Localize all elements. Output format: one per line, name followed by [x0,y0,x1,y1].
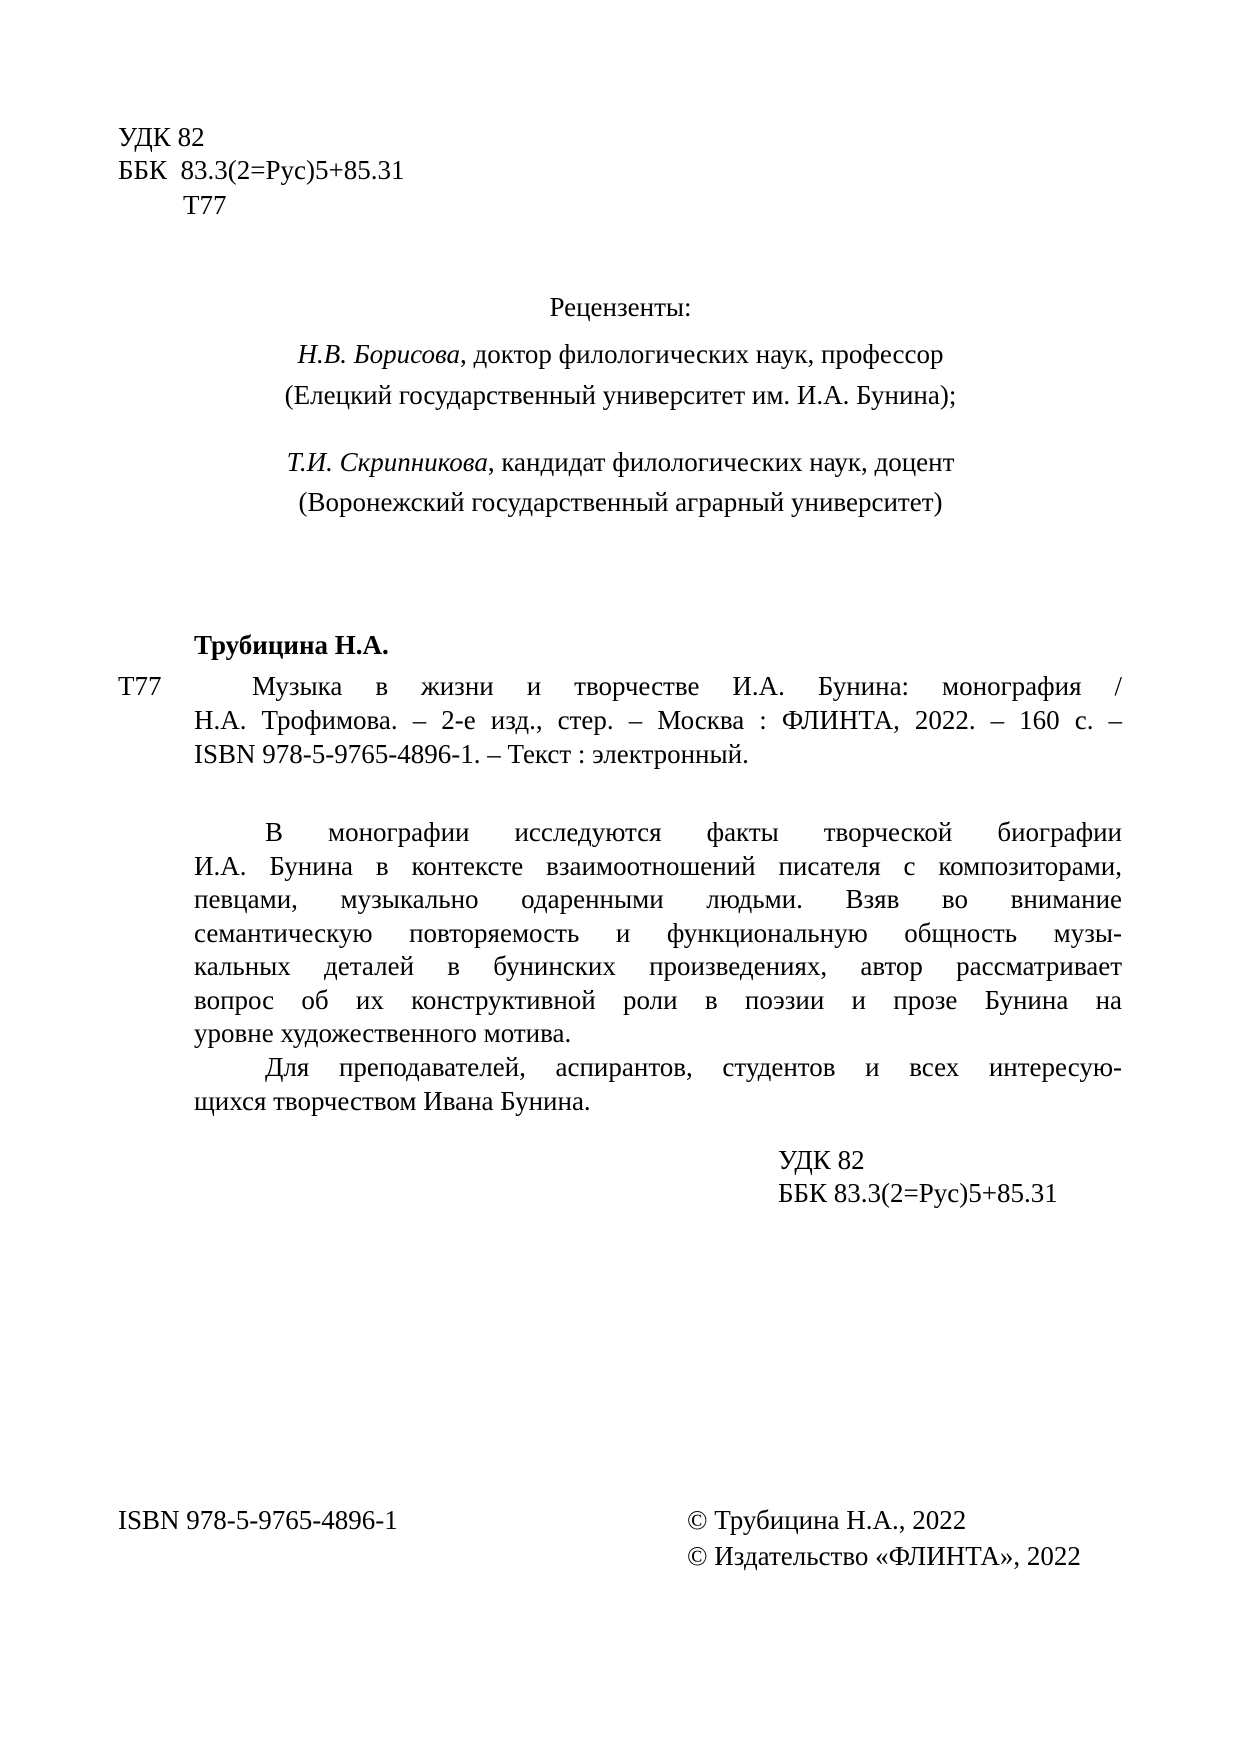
reviewers-title: Рецензенты: [549,292,692,322]
reviewer-2-line [0,447,1241,477]
reviewer-2-org: (Воронежский государственный аграрный университет) [298,487,943,517]
annotation-line: вопрос об их конструктивной роли в поэзии и прозе Бунина на [194,984,1122,1015]
copyright-author: © Трубицина Н.А., 2022 [687,1505,967,1535]
record-author-heading: Трубицина Н.А. [194,630,389,660]
record-line-3: ISBN 978-5-9765-4896-1. – Текст : электронный. [194,739,749,769]
reviewer-1-name: Н.В. Борисова [297,339,460,369]
annotation-line: семантическую повторяемость и функциональную общность музы- [194,917,1122,948]
record-line-2: Н.А. Трофимова. – 2-е изд., стер. – Москва : ФЛИНТА, 2022. – 160 с. – [194,705,1122,735]
copyright-publisher: © Издательство «ФЛИНТА», 2022 [687,1541,1081,1571]
udk-code-bottom: УДК 82 [778,1145,865,1175]
annotation-line: В монографии исследуются факты творческой биографии [265,817,1122,847]
annotation-line: уровне художественного мотива. [194,1018,572,1048]
reviewer-1-desc: , доктор филологических наук, профессор [459,339,944,369]
record-mark: Т77 [118,671,162,701]
bbk-code: ББК 83.3(2=Рус)5+85.31 [118,155,405,185]
reviewer-2-name: Т.И. Скрипникова [286,447,488,477]
reviewer-2-desc: , кандидат филологических наук, доцент [487,447,955,477]
reviewer-1-org: (Елецкий государственный университет им. И.А. Бунина); [284,380,957,410]
annotation-line: И.А. Бунина в контексте взаимоотношений писателя с композиторами, [194,850,1122,881]
udk-code: УДК 82 [118,122,205,152]
annotation-line: певцами, музыкально одаренными людьми. Взяв во внимание [194,884,1122,914]
isbn: ISBN 978-5-9765-4896-1 [118,1505,398,1535]
annotation-line: кальных деталей в бунинских произведениях, автор рассматривает [194,951,1122,981]
record-line-1: Музыка в жизни и творчестве И.А. Бунина: монография / [252,671,1122,701]
annotation-line: щихся творчеством Ивана Бунина. [194,1085,591,1116]
annotation-line: Для преподавателей, аспирантов, студентов и всех интересую- [265,1052,1122,1082]
annotation-paragraph-2 [194,1051,1122,1118]
annotation-paragraph-1 [194,816,1122,1051]
reviewer-1-line [0,339,1241,369]
author-mark: Т77 [183,190,227,220]
bbk-code-bottom: ББК 83.3(2=Рус)5+85.31 [778,1178,1058,1208]
